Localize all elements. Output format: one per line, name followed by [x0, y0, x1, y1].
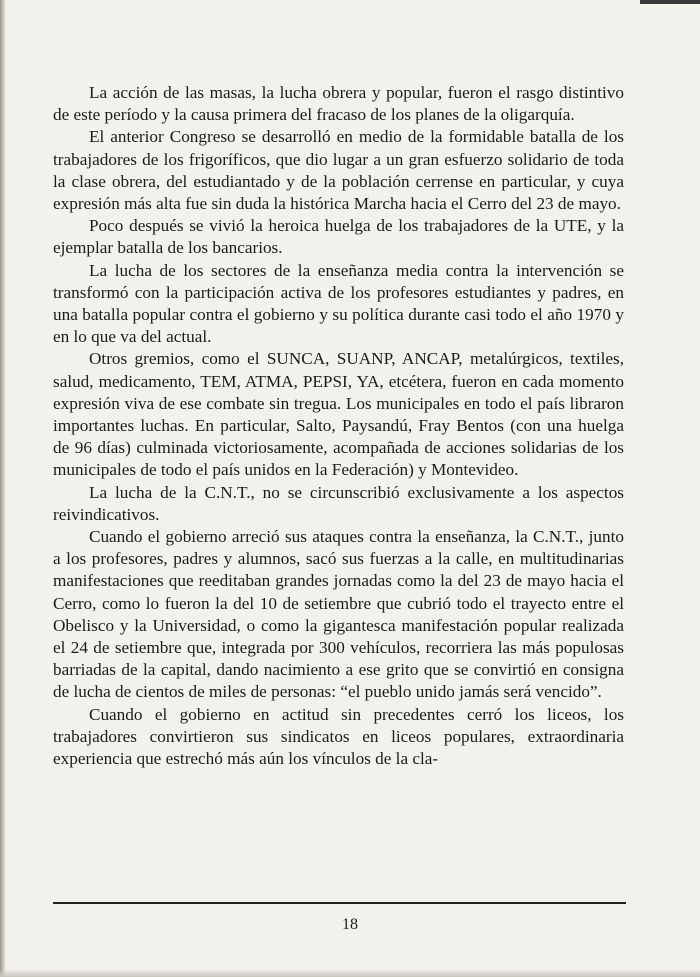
paragraph-5: Otros gremios, como el SUNCA, SUANP, ANCAP, metalúrgicos, textiles, salud, medicamento, TEM, ATMA, PEPSI, YA, etcétera, fueron en cada momento expresión viva de ese combate sin tregua. Los municipales en todo el país libraron importantes luchas. En particular, Salto, Paysandú, Fray Bentos (con una huelga de 96 días) culminada victoriosamente, acompañada de acciones solidarias de los municipales de todo el país unidos en la Federación) y Montevideo.	[53, 349, 624, 480]
paragraph-4: La lucha de los sectores de la enseñanza media contra la intervención se transformó con la participación activa de los profesores estudiantes y padres, en una batalla popular contra el gobierno y su política durante casi todo el año 1970 y en lo que va del actual.	[53, 260, 624, 347]
paragraph-8: Cuando el gobierno en actitud sin precedentes cerró los liceos, los trabajadores convirtieron sus sindicatos en liceos populares, extraordinaria experiencia que estrechó más aún los vínculos de la cla-	[53, 704, 624, 769]
page-number: 18	[342, 916, 358, 933]
body-text	[53, 82, 624, 770]
footer-rule	[53, 902, 626, 904]
paragraph-6: La lucha de la C.N.T., no se circunscribió exclusivamente a los aspectos reivindicativos.	[53, 482, 624, 524]
scan-edge-mark	[640, 0, 700, 4]
paragraph-1: La acción de las masas, la lucha obrera y popular, fueron el rasgo distintivo de este período y la causa primera del fracaso de los planes de la oligarquía.	[53, 83, 624, 125]
paragraph-3: Poco después se vivió la heroica huelga de los trabajadores de la UTE, y la ejemplar batalla de los bancarios.	[53, 216, 624, 258]
paragraph-2: El anterior Congreso se desarrolló en medio de la formidable batalla de los trabajadores de los frigoríficos, que dio lugar a un gran esfuerzo solidario de toda la clase obrera, del estudiantado y de la población cerrense en particular, y cuya expresión más alta fue sin duda la histórica Marcha hacia el Cerro del 23 de mayo.	[53, 127, 624, 214]
paragraph-7: Cuando el gobierno arreció sus ataques contra la enseñanza, la C.N.T., junto a los profesores, padres y alumnos, sacó sus fuerzas a la calle, en multitudinarias manifestaciones que reeditaban grandes jornadas como la del 23 de mayo hacia el Cerro, como lo fueron la del 10 de setiembre que cubrió todo el trayecto entre el Obelisco y la Universidad, o como la gigantesca manifestación popular realizada el 24 de setiembre que, integrada por 300 vehículos, recorriera las más populosas barriadas de la capital, dando nacimiento a ese grito que se convirtió en consigna de lucha de cientos de miles de personas: “el pueblo unido jamás será vencido”.	[53, 527, 624, 702]
